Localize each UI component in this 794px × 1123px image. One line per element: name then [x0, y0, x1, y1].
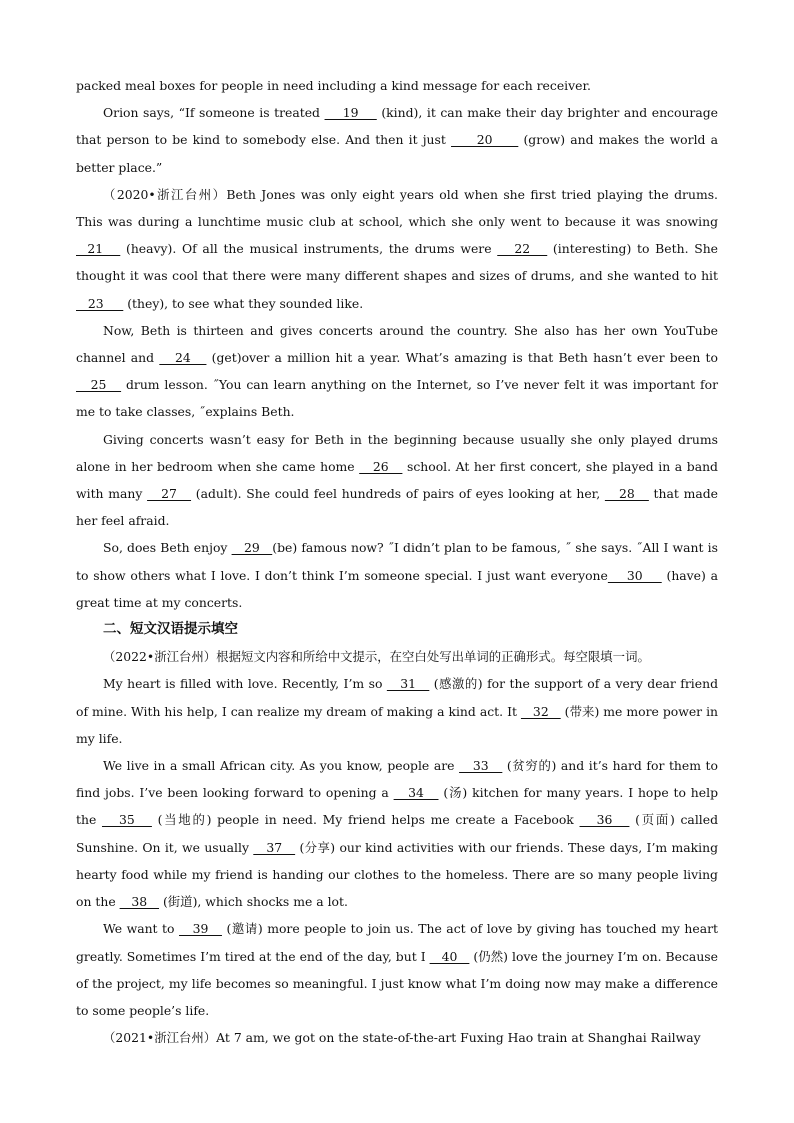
answer-blank: 28 — [604, 486, 649, 502]
paragraph — [76, 181, 718, 317]
text-segment: 二、短文汉语提示填空 — [103, 621, 238, 638]
text-segment: We live in a small African city. As you know, people are — [103, 758, 460, 774]
text-segment: Orion says, “If someone is treated — [103, 105, 325, 121]
text-segment: My heart is filled with love. Recently, I’m so — [103, 676, 387, 692]
paragraph — [76, 317, 718, 426]
answer-blank: 36 — [579, 812, 630, 828]
answer-blank: 40 — [429, 948, 470, 964]
paragraph — [76, 670, 718, 752]
text-segment: We want to — [103, 921, 180, 937]
text-segment: Now, Beth is thirteen and gives concerts around the country. She also has her own YouTube channel and — [76, 322, 718, 366]
text-segment: that made her feel afraid. — [76, 486, 718, 529]
paragraph — [76, 426, 718, 535]
answer-blank: 23 — [76, 295, 124, 311]
paragraph — [76, 643, 718, 670]
text-segment: school. At her first concert, she played in a band with many — [76, 458, 718, 502]
answer-blank: 20 — [451, 132, 519, 148]
text-segment: (be) famous now? ˝I didn’t plan to be famous, ˝ she says. ˝All I want is to show others what I love. I don’t think I’m someone special. I just want everyone — [76, 540, 718, 583]
paragraph — [76, 915, 718, 1024]
answer-blank: 25 — [76, 377, 122, 393]
answer-blank: 21 — [76, 241, 121, 257]
text-segment: (感激的) for the support of a very dear friend of mine. With his help, I can realize my dream of making a kind act. It — [76, 676, 718, 719]
text-segment: (they), to see what they sounded like. — [123, 295, 364, 311]
text-segment: So, does Beth enjoy — [103, 540, 232, 556]
paragraph — [76, 99, 718, 181]
text-segment: (分享) our kind activities with our friends. These days, I’m making hearty food while my friend is handing our clothes to the homeless. There are so many people living on the — [76, 839, 718, 910]
text-segment: (kind), it can make their day brighter and encourage that person to be kind to somebody else. And then it just — [76, 105, 719, 148]
answer-blank: 22 — [497, 241, 548, 257]
text-segment: drum lesson. ˝You can learn anything on the Internet, so I’ve never felt it was important for me to take classes, ˝explains Beth. — [76, 377, 718, 420]
text-segment: (get)over a million hit a year. What’s amazing is that Beth hasn’t ever been to — [206, 350, 718, 366]
paragraph — [76, 752, 718, 915]
answer-blank: 35 — [101, 812, 152, 828]
text-segment: Giving concerts wasn’t easy for Beth in the beginning because usually she only played drums alone in her bedroom when she came home — [76, 431, 718, 474]
text-segment: (grow) and makes the world a better place.” — [76, 132, 719, 175]
text-segment: (interesting) to Beth. She thought it was cool that there were many different shapes and sizes of drums, and she wanted to hit — [76, 241, 719, 284]
answer-blank: 30 — [607, 567, 662, 583]
answer-blank: 19 — [324, 105, 377, 121]
text-segment: （2021•浙江台州）At 7 am, we got on the state-of-the-art Fuxing Hao train at Shanghai Railway — [103, 1030, 701, 1046]
answer-blank: 39 — [179, 921, 222, 937]
paragraph — [76, 72, 718, 99]
text-segment: (仍然) love the journey I’m on. Because of the project, my life becomes so meaningful. I just know what I’m doing now may make a difference to some people’s life. — [76, 948, 718, 1018]
text-segment: (当地的) people in need. My friend helps me create a Facebook — [151, 812, 580, 828]
paragraph — [76, 534, 718, 616]
section-heading — [76, 616, 718, 643]
text-segment: （2022•浙江台州）根据短文内容和所给中文提示，在空白处写出单词的正确形式。每空限填一词。 — [103, 649, 650, 665]
answer-blank: 33 — [459, 758, 503, 774]
answer-blank: 34 — [393, 785, 439, 801]
text-segment: (带来) me more power in my life. — [76, 703, 719, 746]
text-segment: （2020•浙江台州）Beth Jones was only eight years old when she first tried playing the drums. This was during a lunchtime music club at school, which she only went to because it was snowing — [76, 186, 718, 230]
answer-blank: 38 — [119, 894, 160, 910]
answer-blank: 27 — [147, 486, 192, 502]
text-segment: (邀请) more people to join us. The act of love by giving has touched my heart greatly. Sometimes I’m tired at the end of the day, but I — [76, 921, 718, 964]
text-segment: (have) a great time at my concerts. — [76, 567, 718, 610]
answer-blank: 24 — [159, 350, 207, 366]
answer-blank: 29 — [231, 540, 273, 556]
paragraph — [76, 1024, 718, 1051]
answer-blank: 31 — [386, 676, 430, 692]
text-segment: (heavy). Of all the musical instruments, the drums were — [120, 241, 498, 257]
answer-blank: 32 — [520, 703, 561, 719]
text-segment: (页面) called Sunshine. On it, we usually — [76, 812, 719, 855]
text-segment: (adult). She could feel hundreds of pairs of eyes looking at her, — [191, 486, 605, 502]
text-segment: packed meal boxes for people in need including a kind message for each receiver. — [76, 78, 591, 93]
document-page — [76, 72, 718, 1051]
answer-blank: 26 — [359, 458, 403, 474]
text-segment: (贫穷的) and it’s hard for them to find jobs. I’ve been looking forward to opening a — [76, 758, 719, 801]
text-segment: (汤) kitchen for many years. I hope to help the — [76, 785, 719, 828]
text-segment: (街道), which shocks me a lot. — [159, 894, 348, 910]
answer-blank: 37 — [253, 839, 296, 855]
